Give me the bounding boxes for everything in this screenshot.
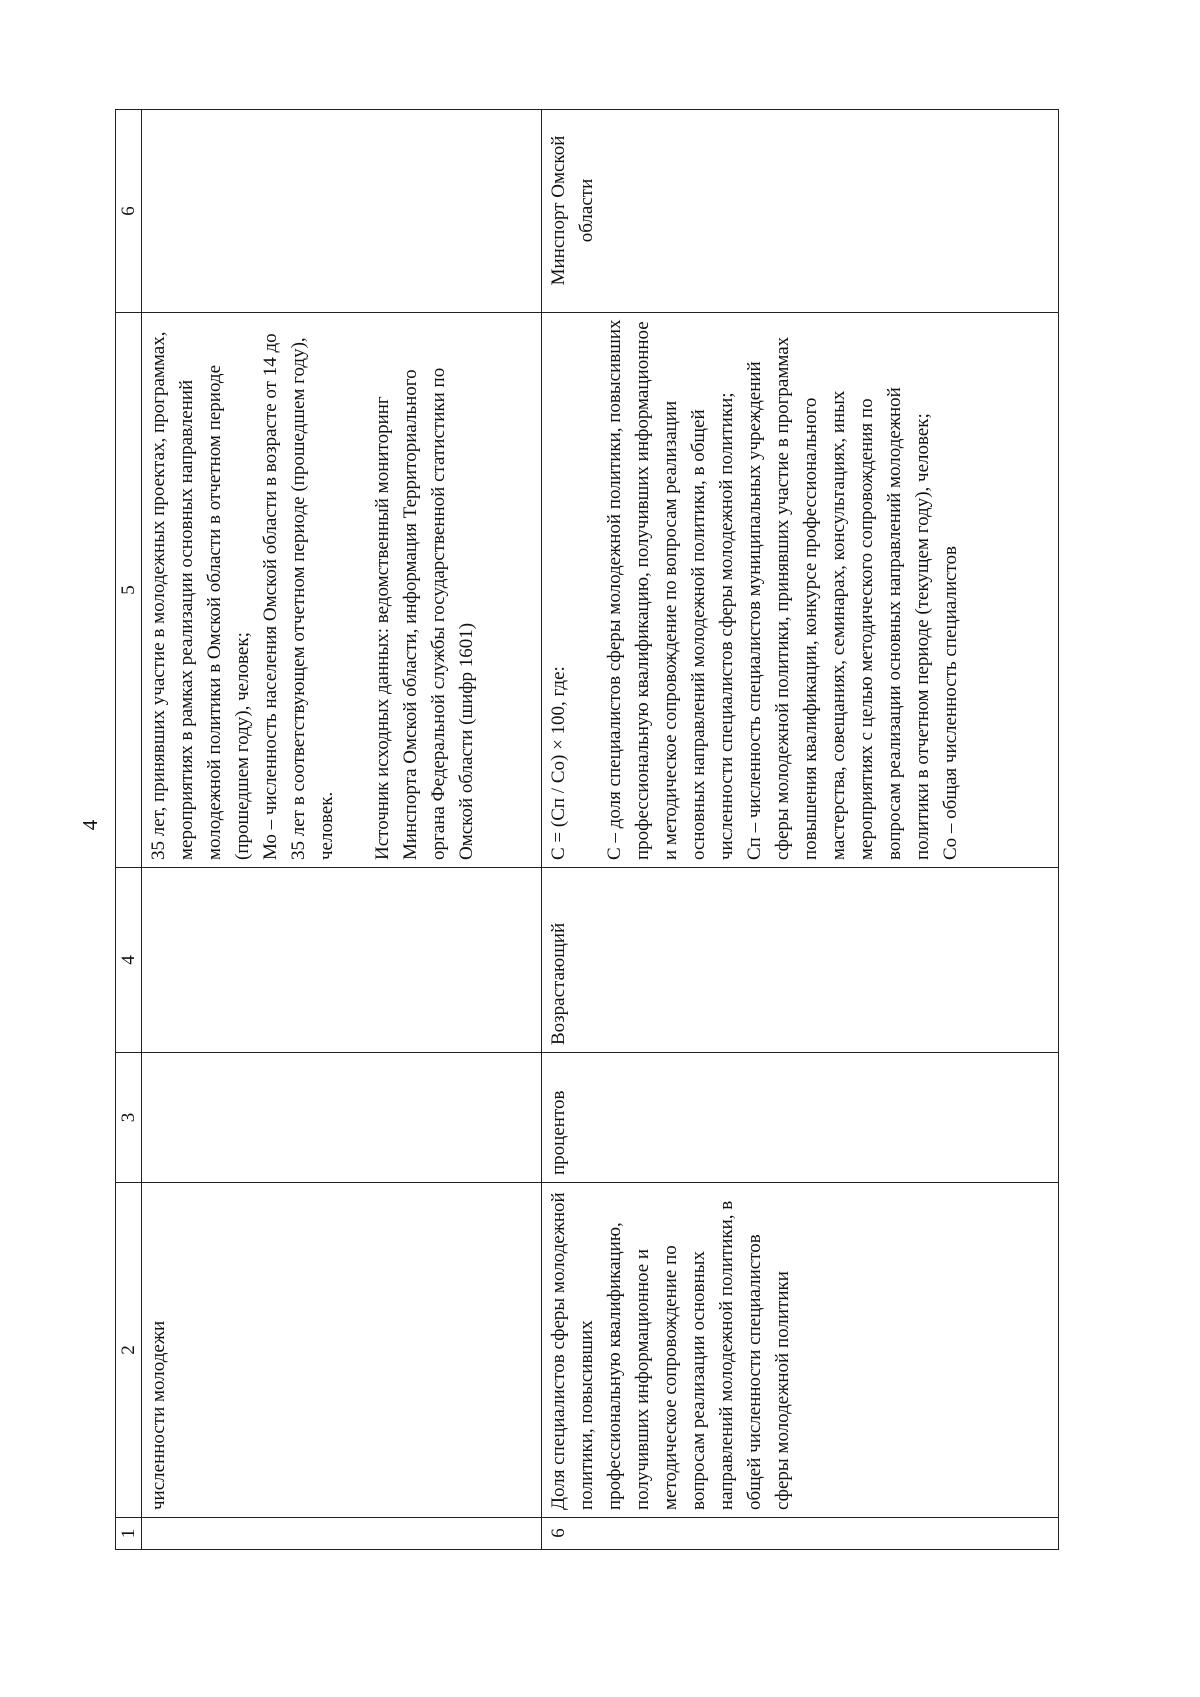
row2-method-part2: Сп – численность специалистов муниципальных учреждений сферы молодежной политики, принявших участие в программах повышения квалификации, конкурсе профессионального мастерства, совещаниях, семинарах, консультациях, иных мероприятиях с целью методического сопровождения по вопросам реализации основных направлений молодежной политики в отчетном периоде (текущем году), человек; — [744, 336, 933, 860]
header-col-4: 4 — [116, 868, 142, 1053]
row1-number — [142, 1518, 542, 1550]
indicator-table — [115, 109, 1059, 1550]
row2-indicator-name: Доля специалистов сферы молодежной политики, повысивших профессиональную квалификацию, получивших информационное и методическое сопровождение по вопросам реализации основных направлений молодежной политики, в общей численности специалистов сферы молодежной политики — [542, 1183, 1059, 1518]
header-col-6: 6 — [116, 110, 142, 313]
row1-responsible — [142, 110, 542, 313]
row1-method — [142, 313, 542, 868]
table-row — [142, 110, 542, 1550]
header-col-2: 2 — [116, 1183, 142, 1518]
row1-method-part2: Мо – численность населения Омской области в возрасте от 14 до 35 лет в соответствующем отчетном периоде (прошедшем году), человек. — [260, 333, 337, 860]
row2-trend: Возрастающий — [542, 868, 1059, 1053]
row2-method-part3: Со – общая численность специалистов — [940, 545, 961, 860]
row1-data-source: Источник исходных данных: ведомственный мониторинг Минспорта Омской области, информация Территориального органа Федеральной службы государственной статистики по Омской области (шифр 1601) — [372, 367, 477, 860]
row2-unit: процентов — [542, 1053, 1059, 1183]
header-row — [116, 110, 142, 1550]
header-col-3: 3 — [116, 1053, 142, 1183]
row2-method — [542, 313, 1059, 868]
row2-method-part1: С – доля специалистов сферы молодежной политики, повысивших профессиональную квалификацию, получивших информационное и методическое сопровождение по вопросам реализации основных направлений молодежной политики, в общей численности специалистов сферы молодежной политики; — [604, 319, 737, 860]
paragraph-gap — [573, 319, 601, 860]
row1-indicator-name: численности молодежи — [142, 1183, 542, 1518]
paragraph-gap — [341, 319, 369, 860]
header-col-1: 1 — [116, 1518, 142, 1550]
header-col-5: 5 — [116, 313, 142, 868]
row1-method-part1: 35 лет, принявших участие в молодежных проектах, программах, мероприятиях в рамках реализации основных направлений молодежной политики в Омской области в отчетном периоде (прошедшем году), человек; — [148, 331, 253, 860]
row1-trend — [142, 868, 542, 1053]
row2-formula: С = (Сп / Со) × 100, где: — [548, 666, 569, 860]
row1-unit — [142, 1053, 542, 1183]
page-number: 4 — [77, 819, 102, 831]
row2-number: 6 — [542, 1518, 1059, 1550]
row2-responsible: Минспорт Омской области — [542, 110, 1059, 313]
rotated-table-wrapper — [115, 110, 1085, 1550]
table-row — [542, 110, 1059, 1550]
